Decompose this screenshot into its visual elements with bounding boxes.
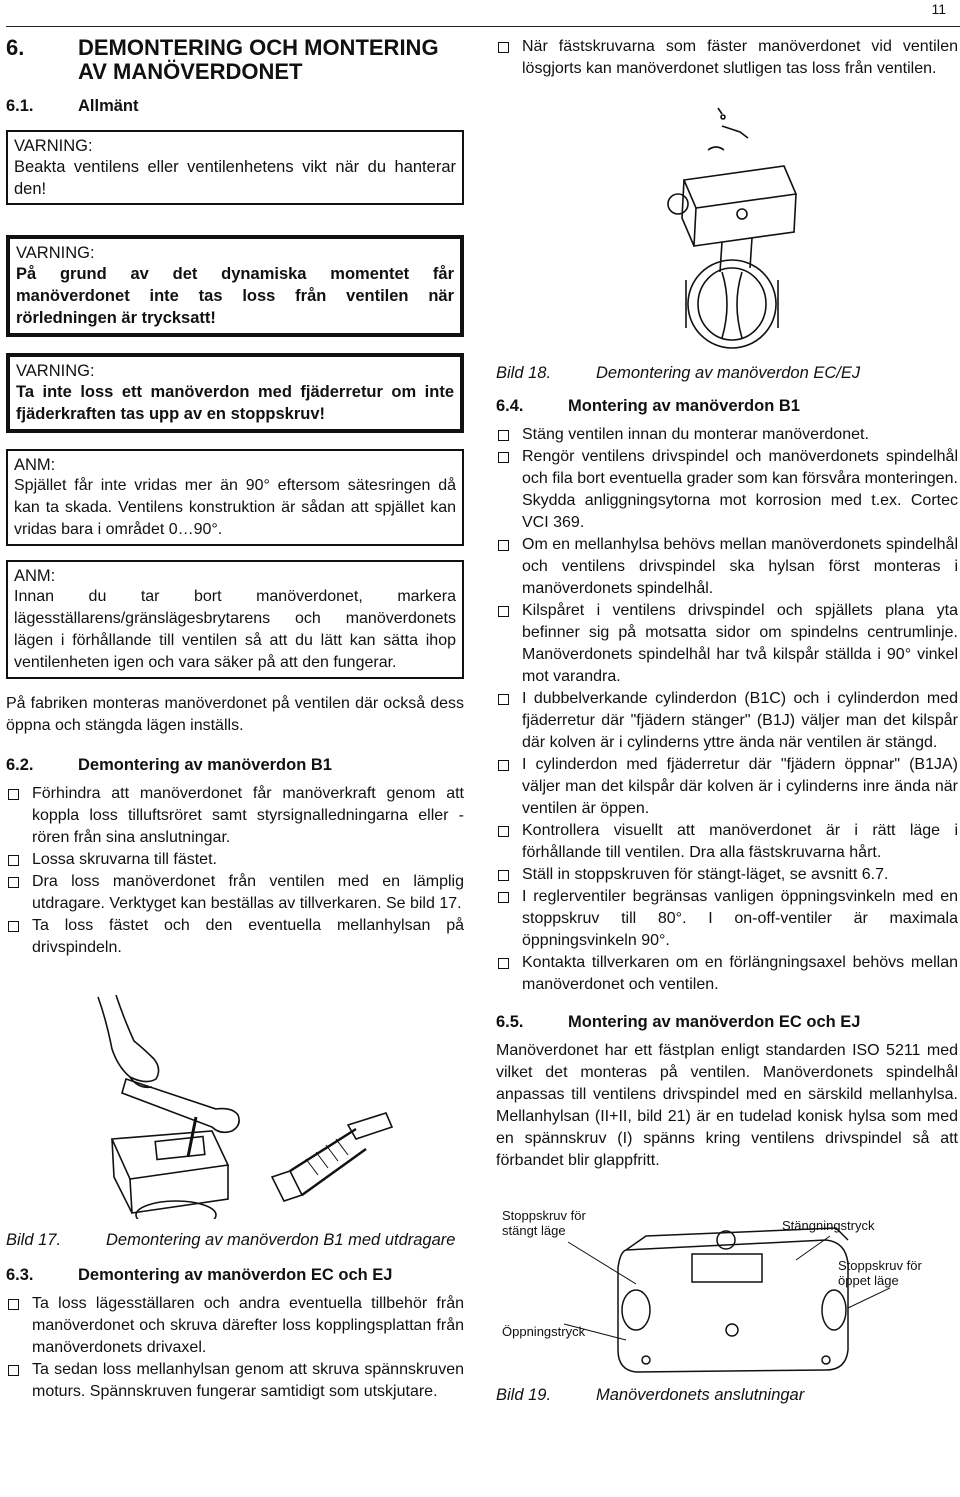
page-number: 11 (931, 1, 946, 17)
left-column (6, 36, 464, 1403)
actuator-connections-illustration (496, 1200, 958, 1382)
callout-stop-open-2: öppet läge (838, 1273, 899, 1288)
list-item: Stäng ventilen innan du monterar manöverdonet. (496, 424, 958, 446)
list-item: Ta sedan loss mellanhylsan genom att skruva spännskruven moturs. Spännskruven fungerar samtidigt som utskjutare. (6, 1359, 464, 1403)
section-6-2-list (6, 783, 464, 959)
list-item: Kontakta tillverkaren om en förlängningsaxel behövs mellan manöverdonet och ventilen. (496, 952, 958, 996)
note-marking: ANM: Innan du tar bort manöverdonet, markera lägesställarens/gränslägesbrytarens och manöverdonets lägen i förhållande till ventilen så att du lätt kan sätta ihop ventilenheten igen och vara säker på att den fungerar. (6, 560, 464, 679)
list-item: Kilspåret i ventilens drivspindel och spjällets plana yta befinner sig på motsatta sidor om spindelns centrumlinje. Manöverdonets spindelhål har två kilspår ställda i 90° vinkel mot varandra. (496, 600, 958, 688)
figure-19-connections (496, 1200, 958, 1382)
list-item: I dubbelverkande cylinderdon (B1C) och i cylinderdon med fjäderretur där "fjädern stänger" (B1J) väljer man det kilspår där kolven är i cylinderns yttre ända när ventilen är stängd. (496, 688, 958, 754)
callout-stop-open-1: Stoppskruv för (838, 1258, 922, 1273)
section-6-4-list (496, 424, 958, 996)
list-item: I cylinderdon med fjäderretur där "fjädern öppnar" (B1JA) väljer man det kilspår där kolven är i cylinderns inre ända när ventilen är öppen. (496, 754, 958, 820)
callout-stop-closed-1: Stoppskruv för (502, 1208, 586, 1223)
list-item: Ta loss fästet och den eventuella mellanhylsan på drivspindeln. (6, 915, 464, 959)
list-item: Ta loss lägesställaren och andra eventuella tillbehör från manöverdonet och skruva därefter loss kopplingsplattan från manöverdonets drivaxel. (6, 1293, 464, 1359)
list-item: Om en mellanhylsa behövs mellan manöverdonets spindelhål och ventilens drivspindel ska hylsan först monteras i manöverdonets spindelhål. (496, 534, 958, 600)
header-rule (6, 26, 960, 27)
figure-18-actuator (496, 104, 958, 354)
list-item: Ställ in stoppskruven för stängt-läget, se avsnitt 6.7. (496, 864, 958, 886)
list-item: Lossa skruvarna till fästet. (6, 849, 464, 871)
figure-17-puller (6, 989, 464, 1219)
section-6-5-paragraph: Manöverdonet har ett fästplan enligt standarden ISO 5211 med vilket det monteras på ventilen. Manöverdonets spindelhål anpassas till ventilens drivspindel med en särskild mellanhylsa. Mellanhylsan (II+II, bild 21) är en tudelad konisk hylsa som med en spännskruv (I) spänns kring ventilens drivspindel så att förbandet blir glappfritt. (496, 1042, 958, 1169)
list-item: Rengör ventilens drivspindel och manöverdonets spindelhål och fila bort eventuella grader som kan försvåra monteringen. Skydda anliggningsytorna mot korrosion med t.ex. Cortec VCI 369. (496, 446, 958, 534)
factory-paragraph: På fabriken monteras manöverdonet på ventilen där också dess öppna och stängda lägen inställs. (6, 695, 464, 734)
actuator-on-valve-illustration (496, 104, 958, 354)
section-6-3-heading: 6.3. Demontering av manöverdon EC och EJ (6, 1266, 393, 1284)
callout-closing-pressure: Stängningstryck (782, 1218, 875, 1233)
note-rotation: ANM: Spjället får inte vridas mer än 90° eftersom sätesringen då kan ta skada. Ventilens konstruktion är sådan att spjället kan vridas bara i området 0…90°. (6, 449, 464, 546)
warning-weight: VARNING: Beakta ventilens eller ventilenhetens vikt när du hanterar den! (6, 130, 464, 205)
right-column (496, 36, 958, 1406)
actuator-puller-illustration (6, 989, 464, 1219)
list-item: Förhindra att manöverdonet får manöverkraft genom att koppla loss tilluftsröret samt styrsignalledningarna eller -rören från sina anslutningar. (6, 783, 464, 849)
list-item: Dra loss manöverdonet från ventilen med en lämplig utdragare. Verktyget kan beställas av tillverkaren. Se bild 17. (6, 871, 464, 915)
list-item: När fästskruvarna som fäster manöverdonet vid ventilen lösgjorts kan manöverdonet slutligen tas loss från ventilen. (496, 36, 958, 80)
section-6-3-list (6, 1293, 464, 1403)
section-6-1-heading: 6.1. Allmänt (6, 97, 139, 115)
warning-pressure: VARNING: På grund av det dynamiska momentet får manöverdonet inte tas loss från ventilen när rörledningen är trycksatt! (6, 235, 464, 337)
section-6-4-heading: 6.4. Montering av manöverdon B1 (496, 397, 800, 415)
callout-stop-closed-2: stängt läge (502, 1223, 566, 1238)
figure-17-caption: Bild 17. Demontering av manöverdon B1 med utdragare (6, 1231, 456, 1249)
warning-spring: VARNING: Ta inte loss ett manöverdon med fjäderretur om inte fjäderkraften tas upp av en stoppskruv! (6, 353, 464, 433)
figure-19-caption: Bild 19. Manöverdonets anslutningar (496, 1386, 805, 1404)
list-item: Kontrollera visuellt att manöverdonet är i rätt läge i förhållande till ventilen. Dra alla fästskruvarna hårt. (496, 820, 958, 864)
intro-list (496, 36, 958, 80)
section-6-5-heading: 6.5. Montering av manöverdon EC och EJ (496, 1013, 861, 1031)
callout-opening-pressure: Öppningstryck (502, 1324, 586, 1339)
section-6-heading: 6. DEMONTERING OCH MONTERING AV MANÖVERDONET (6, 35, 439, 84)
list-item: I reglerventiler begränsas vanligen öppningsvinkeln med en stoppskruv till 80°. I on-off-ventiler är maximala öppningsvinkeln 90°. (496, 886, 958, 952)
section-6-2-heading: 6.2. Demontering av manöverdon B1 (6, 756, 332, 774)
figure-18-caption: Bild 18. Demontering av manöverdon EC/EJ (496, 364, 861, 382)
